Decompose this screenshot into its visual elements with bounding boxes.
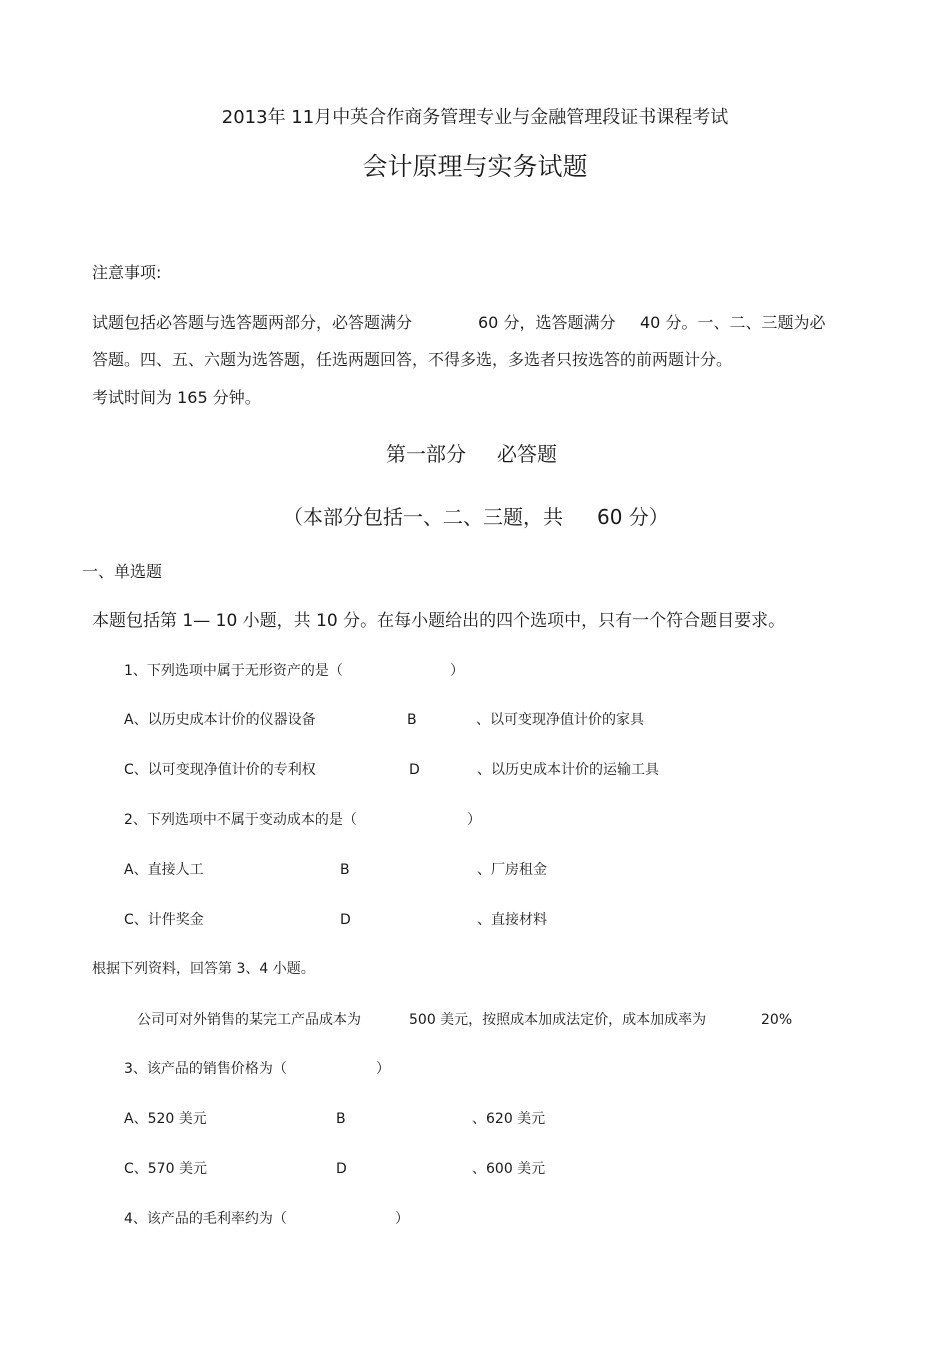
notice-heading: 注意事项: [92,263,162,282]
notice-line3: 考试时间为 165 分钟。 [92,388,261,407]
material-intro: 根据下列资料，回答第 3、4 小题。 [92,961,315,977]
q1-option-d-letter: D [409,762,420,778]
q1-stem: 1、下列选项中属于无形资产的是（ [124,663,343,679]
q1-option-d-text: 、以历史成本计价的运输工具 [477,762,659,778]
q1-close: ） [450,663,464,679]
q2-stem: 2、下列选项中不属于变动成本的是（ [124,812,357,828]
part1-title-b: 必答题 [497,442,557,466]
q1-option-a: A、以历史成本计价的仪器设备 [124,712,316,728]
q2-option-b-letter: B [340,862,350,878]
material-text-b: 500 美元，按照成本加成法定价，成本加成率为 [409,1012,707,1028]
q4-stem: 4、该产品的毛利率约为（ [124,1211,287,1227]
q3-option-d-text: 、600 美元 [472,1161,546,1177]
notice-line1-c: 40 分。一、二、三题为必 [640,313,826,332]
q4-close: ） [395,1211,409,1227]
material-text-a: 公司可对外销售的某完工产品成本为 [137,1012,361,1028]
q3-close: ） [376,1061,390,1077]
q1-option-b-text: 、以可变现净值计价的家具 [476,712,644,728]
section1-instruction: 本题包括第 1— 10 小题，共 10 分。在每小题给出的四个选项中，只有一个符合题目要求。 [92,611,786,631]
q2-option-c: C、计件奖金 [124,912,204,928]
q1-option-c: C、以可变现净值计价的专利权 [124,762,316,778]
q2-close: ） [467,812,481,828]
subject-title: 会计原理与实务试题 [362,152,588,181]
notice-line2: 答题。四、五、六题为选答题，任选两题回答，不得多选，多选者只按选答的前两题计分。 [92,350,733,369]
part1-subtitle-b: 60 分） [597,505,669,529]
section1-heading: 一、单选题 [82,562,163,581]
q2-option-b-text: 、厂房租金 [477,862,547,878]
material-text-c: 20% [761,1012,793,1028]
q3-option-b-text: 、620 美元 [472,1111,546,1127]
q2-option-d-letter: D [340,912,351,928]
exam-header: 2013年 11月中英合作商务管理专业与金融管理段证书课程考试 [221,107,729,128]
part1-subtitle-a: （本部分包括一、二、三题，共 [283,505,563,529]
q3-option-d-letter: D [336,1161,347,1177]
q3-stem: 3、该产品的销售价格为（ [124,1061,287,1077]
q1-option-b-letter: B [407,712,417,728]
q2-option-d-text: 、直接材料 [477,912,547,928]
q3-option-c: C、570 美元 [124,1161,207,1177]
q2-option-a: A、直接人工 [124,862,204,878]
notice-line1-b: 60 分，选答题满分 [478,313,616,332]
notice-line1-a: 试题包括必答题与选答题两部分，必答题满分 [92,313,413,332]
q3-option-a: A、520 美元 [124,1111,207,1127]
q3-option-b-letter: B [336,1111,346,1127]
part1-title-a: 第一部分 [386,442,466,466]
